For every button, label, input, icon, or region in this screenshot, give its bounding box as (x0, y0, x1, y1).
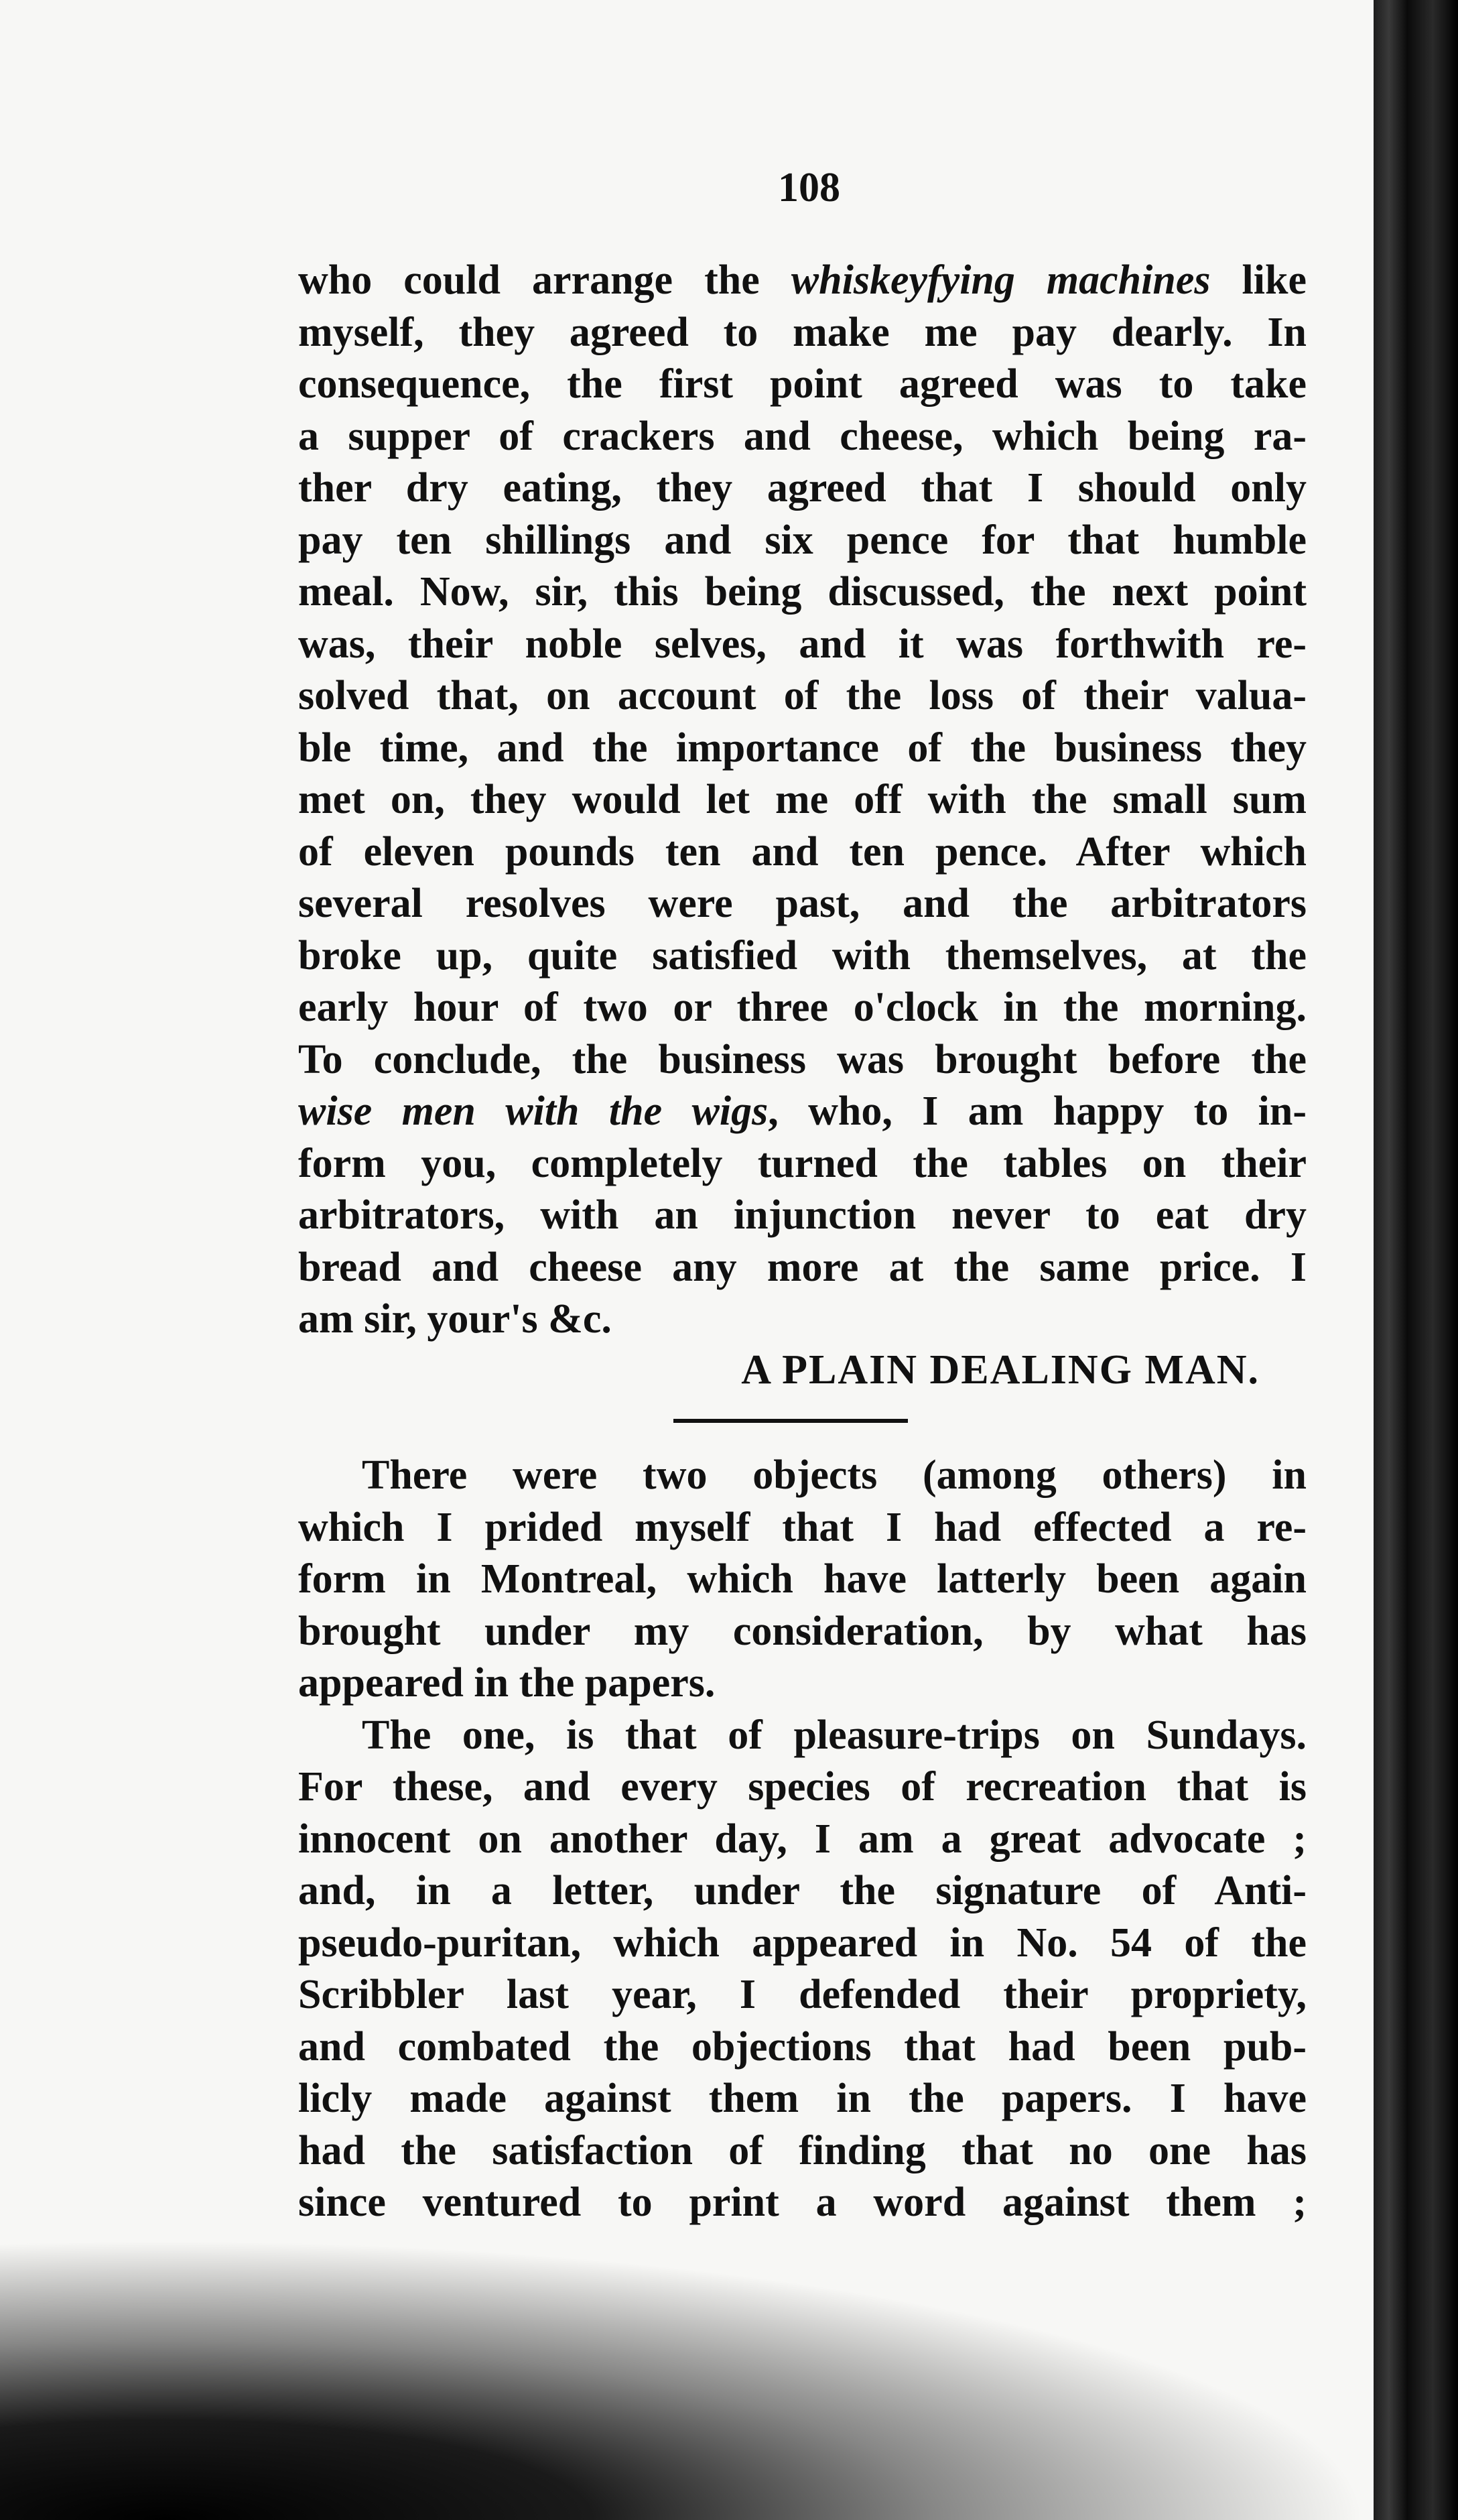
line-text: form you, completely turned the tables on their (298, 1140, 1307, 1186)
text-line (298, 359, 1307, 411)
line-text: of eleven pounds ten and ten pence. After which (298, 828, 1307, 875)
text-line: and, in a letter, under the signature of Anti- (298, 1868, 1307, 1913)
line-text: ble time, and the importance of the business they (298, 724, 1307, 771)
text-line (298, 878, 1307, 930)
line-text: myself, they agreed to make me pay dearly. In (298, 309, 1307, 355)
text-line (298, 1190, 1307, 1242)
text-line (298, 1294, 1307, 1346)
text-line: The one, is that of pleasure-trips on Sundays. (362, 1712, 1307, 1758)
text-line (298, 307, 1307, 359)
line-text: a supper of crackers and cheese, which being ra- (298, 413, 1307, 459)
text-line (298, 619, 1307, 671)
text-line (298, 670, 1307, 722)
text-line: since ventured to print a word against them ; (298, 2180, 1307, 2225)
italic-phrase: wise men with the wigs (298, 1088, 769, 1134)
text-line (298, 411, 1307, 463)
italic-phrase: whiskeyfying machines (791, 257, 1211, 303)
text-line: and combated the objections that had been pub- (298, 2023, 1307, 2070)
letter-text (298, 255, 1307, 1346)
paragraph-1 (298, 1450, 1307, 1710)
text-line (298, 1086, 1307, 1138)
text-line: had the satisfaction of finding that no one has (298, 2127, 1307, 2174)
line-text: am sir, your's &c. (298, 1296, 612, 1342)
text-line: There were two objects (among others) in (362, 1452, 1307, 1498)
page-number: 108 (778, 165, 840, 210)
line-text: early hour of two or three o'clock in the morning. (298, 985, 1307, 1030)
line-text: , who, I am happy to in- (768, 1088, 1307, 1134)
text-line (298, 982, 1307, 1034)
text-line: brought under my consideration, by what has (298, 1608, 1307, 1654)
text-line: pseudo-puritan, which appeared in No. 54 of the (298, 1919, 1307, 1966)
text-line (298, 774, 1307, 826)
line-text: meal. Now, sir, this being discussed, the next point (298, 569, 1307, 615)
text-line: innocent on another day, I am a great advocate ; (298, 1816, 1307, 1862)
section-divider (673, 1419, 908, 1423)
line-text: consequence, the first point agreed was to take (298, 361, 1307, 407)
paragraph-2 (298, 1710, 1307, 2229)
line-text: bread and cheese any more at the same price. I (298, 1244, 1307, 1290)
text-line (298, 826, 1307, 879)
line-text: To conclude, the business was brought before the (298, 1036, 1307, 1082)
text-line (298, 255, 1307, 307)
line-text: who could arrange the (298, 257, 791, 303)
page-shadow (0, 2239, 1374, 2520)
line-text: met on, they would let me off with the small sum (298, 777, 1307, 822)
page-edge (1374, 0, 1458, 2520)
line-text: arbitrators, with an injunction never to eat dry (298, 1192, 1307, 1238)
line-text: ther dry eating, they agreed that I should only (298, 465, 1307, 511)
text-line (298, 1034, 1307, 1086)
text-line (298, 1138, 1307, 1190)
text-line: appeared in the papers. (298, 1660, 716, 1706)
text-line (298, 515, 1307, 567)
text-line (298, 1242, 1307, 1294)
line-text: was, their noble selves, and it was forthwith re- (298, 621, 1307, 667)
text-line: licly made against them in the papers. I have (298, 2076, 1307, 2121)
text-line: Scribbler last year, I defended their propriety, (298, 1972, 1307, 2017)
page-text (298, 154, 1307, 2229)
text-line: form in Montreal, which have latterly been again (298, 1556, 1307, 1602)
line-text: pay ten shillings and six pence for that humble (298, 517, 1307, 563)
text-line (298, 566, 1307, 619)
text-line (298, 462, 1307, 515)
text-line: For these, and every species of recreation that is (298, 1764, 1307, 1810)
line-text: broke up, quite satisfied with themselves, at the (298, 932, 1307, 979)
text-line (298, 722, 1307, 775)
line-text: several resolves were past, and the arbitrators (298, 881, 1307, 926)
text-line: which I prided myself that I had effected a re- (298, 1504, 1307, 1550)
line-text: solved that, on account of the loss of their valua- (298, 673, 1307, 718)
line-text: like (1210, 257, 1307, 303)
letter-signature: A PLAIN DEALING MAN. (741, 1346, 1260, 1393)
text-line (298, 930, 1307, 983)
